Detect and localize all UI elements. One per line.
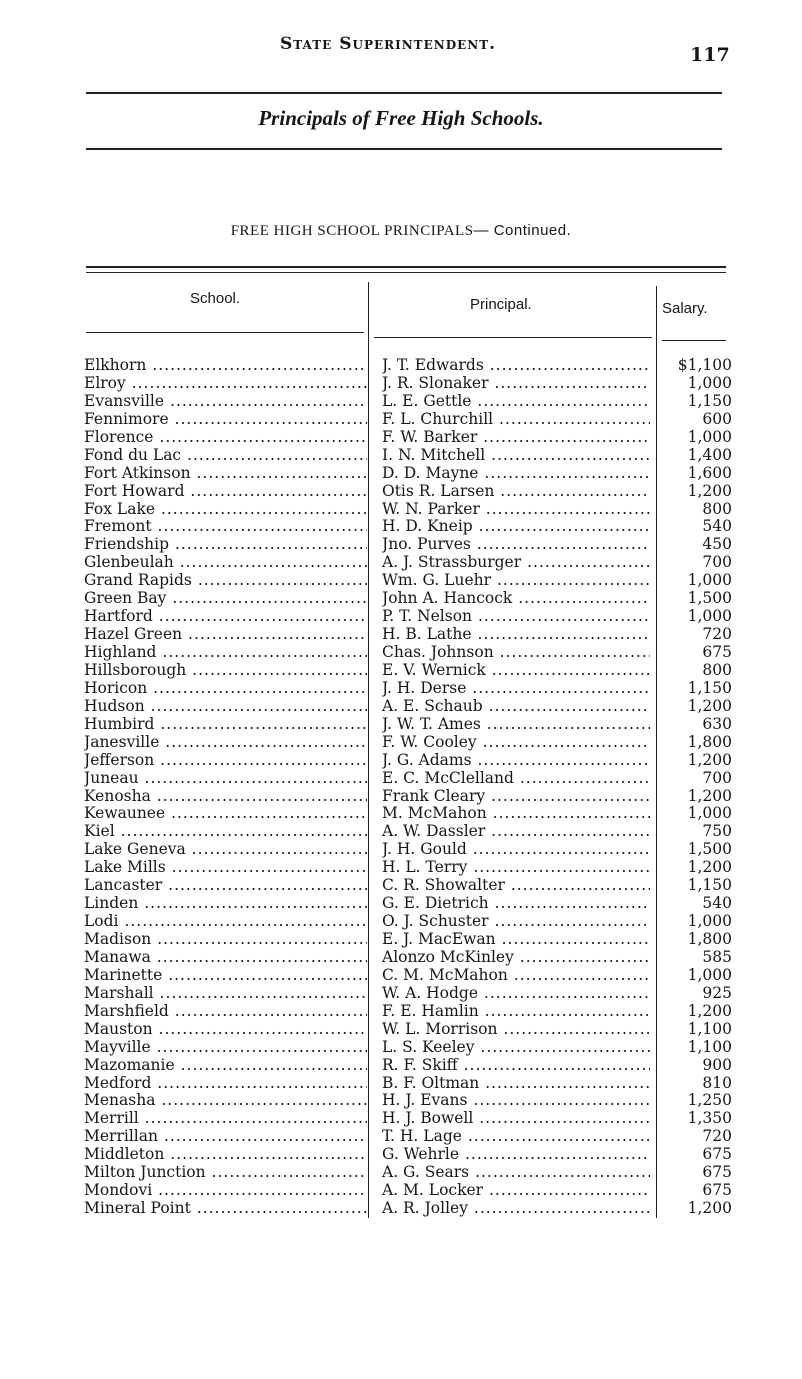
running-head: State Superintendent.	[280, 34, 497, 54]
principal-cell: O. J. Schuster .....	[382, 913, 650, 931]
table-row	[84, 411, 734, 429]
salary-cell: 720	[702, 1127, 732, 1146]
table-row	[84, 680, 734, 698]
salary-cell: $1,100	[677, 356, 732, 374]
table-row	[84, 788, 734, 806]
salary-cell: 675	[702, 1163, 732, 1182]
principal-cell: J. R. Slonaker .....	[382, 375, 650, 393]
school-cell: Fort Howard .....	[84, 483, 367, 501]
salary-cell: 1,200	[687, 750, 732, 769]
school-cell: Elroy .....	[84, 375, 367, 393]
salary-cell: 600	[702, 409, 732, 428]
school-cell: Elkhorn .....	[84, 357, 367, 375]
table-row	[84, 698, 734, 716]
salary-cell: 1,000	[687, 427, 732, 446]
school-cell: Merrill .....	[84, 1110, 367, 1128]
salary-cell: 1,250	[687, 1091, 732, 1110]
salary-cell: 720	[702, 625, 732, 644]
salary-cell: 540	[702, 894, 732, 913]
salary-cell: 1,500	[687, 840, 732, 859]
principal-cell: Alonzo McKinley .....	[382, 949, 650, 967]
salary-cell: 925	[702, 983, 732, 1002]
principal-cell: J. G. Adams .....	[382, 752, 650, 770]
principal-cell: W. N. Parker .....	[382, 501, 650, 519]
school-cell: Fremont .....	[84, 518, 367, 536]
salary-cell: 675	[702, 1145, 732, 1164]
table-row	[84, 805, 734, 823]
school-cell: Lodi .....	[84, 913, 367, 931]
salary-cell: 1,350	[687, 1109, 732, 1128]
principal-cell: E. J. MacEwan .....	[382, 931, 650, 949]
salary-cell: 900	[702, 1055, 732, 1074]
school-cell: Manawa .....	[84, 949, 367, 967]
table-row	[84, 716, 734, 734]
salary-cell: 810	[702, 1073, 732, 1092]
salary-cell: 1,200	[687, 786, 732, 805]
school-cell: Kiel .....	[84, 823, 367, 841]
school-cell: Fox Lake .....	[84, 501, 367, 519]
salary-cell: 750	[702, 822, 732, 841]
school-cell: Mauston .....	[84, 1021, 367, 1039]
school-cell: Madison .....	[84, 931, 367, 949]
table-title	[0, 222, 802, 240]
table-row	[84, 1110, 734, 1128]
school-cell: Lake Mills .....	[84, 859, 367, 877]
table-row	[84, 357, 734, 375]
table-row	[84, 770, 734, 788]
principal-cell: P. T. Nelson .....	[382, 608, 650, 626]
table-row	[84, 662, 734, 680]
table-row	[84, 626, 734, 644]
table-row	[84, 483, 734, 501]
table-row	[84, 877, 734, 895]
principal-cell: E. C. McClelland .....	[382, 770, 650, 788]
principal-cell: A. W. Dassler .....	[382, 823, 650, 841]
salary-cell: 585	[702, 947, 732, 966]
principal-cell: W. L. Morrison .....	[382, 1021, 650, 1039]
salary-cell: 1,100	[687, 1037, 732, 1056]
school-cell: Juneau .....	[84, 770, 367, 788]
principal-cell: L. S. Keeley .....	[382, 1039, 650, 1057]
salary-cell: 1,200	[687, 481, 732, 500]
principal-cell: R. F. Skiff .....	[382, 1057, 650, 1075]
salary-cell: 1,000	[687, 912, 732, 931]
school-cell: Mazomanie .....	[84, 1057, 367, 1075]
principal-cell: H. D. Kneip .....	[382, 518, 650, 536]
salary-cell: 800	[702, 499, 732, 518]
school-cell: Lancaster .....	[84, 877, 367, 895]
salary-cell: 1,000	[687, 373, 732, 392]
table-row	[84, 465, 734, 483]
principal-cell: G. E. Dietrich .....	[382, 895, 650, 913]
school-cell: Janesville .....	[84, 734, 367, 752]
principal-cell: Frank Cleary .....	[382, 788, 650, 806]
principal-cell: D. D. Mayne .....	[382, 465, 650, 483]
table-row	[84, 734, 734, 752]
salary-cell: 700	[702, 768, 732, 787]
table-row	[84, 823, 734, 841]
principal-cell: John A. Hancock .....	[382, 590, 650, 608]
salary-cell: 630	[702, 714, 732, 733]
school-cell: Merrillan .....	[84, 1128, 367, 1146]
table-top-rule	[86, 266, 726, 268]
column-header-school: School.	[190, 290, 241, 307]
principal-cell: M. McMahon .....	[382, 805, 650, 823]
principal-cell: I. N. Mitchell .....	[382, 447, 650, 465]
table-row	[84, 447, 734, 465]
principal-cell: J. H. Gould .....	[382, 841, 650, 859]
principal-cell: J. T. Edwards .....	[382, 357, 650, 375]
table-row	[84, 393, 734, 411]
salary-cell: 1,150	[687, 678, 732, 697]
school-cell: Marshall .....	[84, 985, 367, 1003]
school-cell: Hillsborough .....	[84, 662, 367, 680]
table-row	[84, 536, 734, 554]
principal-cell: W. A. Hodge .....	[382, 985, 650, 1003]
principal-cell: Otis R. Larsen .....	[382, 483, 650, 501]
school-cell: Friendship .....	[84, 536, 367, 554]
salary-cell: 1,800	[687, 930, 732, 948]
salary-cell: 1,800	[687, 732, 732, 751]
table-top-rule-thin	[86, 272, 726, 273]
table-row	[84, 841, 734, 859]
school-cell: Marinette .....	[84, 967, 367, 985]
salary-cell: 1,150	[687, 876, 732, 895]
salary-cell: 450	[702, 535, 732, 554]
school-cell: Menasha .....	[84, 1092, 367, 1110]
principal-cell: H. J. Evans .....	[382, 1092, 650, 1110]
principal-cell: Chas. Johnson .....	[382, 644, 650, 662]
school-cell: Humbird .....	[84, 716, 367, 734]
principal-cell: J. W. T. Ames .....	[382, 716, 650, 734]
school-cell: Mondovi .....	[84, 1182, 367, 1200]
column-header-salary: Salary.	[662, 300, 708, 317]
table-row	[84, 985, 734, 1003]
school-cell: Fennimore .....	[84, 411, 367, 429]
principal-cell: T. H. Lage .....	[382, 1128, 650, 1146]
table-row	[84, 1075, 734, 1093]
salary-cell: 1,200	[687, 696, 732, 715]
school-cell: Middleton .....	[84, 1146, 367, 1164]
table-row	[84, 967, 734, 985]
table-row	[84, 1200, 734, 1218]
table-row	[84, 1021, 734, 1039]
school-cell: Hazel Green .....	[84, 626, 367, 644]
table-row	[84, 1146, 734, 1164]
table-row	[84, 1039, 734, 1057]
section-rule	[86, 148, 722, 150]
school-cell: Mineral Point .....	[84, 1200, 367, 1218]
salary-cell: 540	[702, 517, 732, 536]
school-cell: Medford .....	[84, 1075, 367, 1093]
header-rule-salary	[662, 340, 726, 341]
school-cell: Fort Atkinson .....	[84, 465, 367, 483]
table-row	[84, 1128, 734, 1146]
table-row	[84, 1164, 734, 1182]
section-title: Principals of Free High Schools.	[258, 106, 544, 130]
salary-cell: 1,200	[687, 1001, 732, 1020]
top-rule	[86, 92, 722, 94]
page-number: 117	[690, 44, 730, 66]
principal-cell: F. E. Hamlin .....	[382, 1003, 650, 1021]
school-cell: Florence .....	[84, 429, 367, 447]
school-cell: Jefferson .....	[84, 752, 367, 770]
header-rule-school	[86, 332, 364, 333]
principal-cell: F. L. Churchill .....	[382, 411, 650, 429]
table-row	[84, 1057, 734, 1075]
principals-table-body	[84, 357, 734, 1218]
salary-cell: 675	[702, 643, 732, 661]
salary-cell: 1,000	[687, 804, 732, 823]
salary-cell: 1,000	[687, 607, 732, 626]
salary-cell: 700	[702, 553, 732, 572]
table-row	[84, 644, 734, 662]
principal-cell: A. J. Strassburger .....	[382, 554, 650, 572]
school-cell: Evansville .....	[84, 393, 367, 411]
school-cell: Marshfield .....	[84, 1003, 367, 1021]
school-cell: Mayville .....	[84, 1039, 367, 1057]
table-row	[84, 429, 734, 447]
header-rule-principal	[374, 337, 652, 338]
table-row	[84, 572, 734, 590]
school-cell: Hartford .....	[84, 608, 367, 626]
salary-cell: 1,200	[687, 858, 732, 877]
table-row	[84, 1182, 734, 1200]
principal-cell: H. B. Lathe .....	[382, 626, 650, 644]
table-row	[84, 752, 734, 770]
table-row	[84, 501, 734, 519]
column-header-principal: Principal.	[470, 296, 532, 313]
table-row	[84, 518, 734, 536]
school-cell: Fond du Lac .....	[84, 447, 367, 465]
school-cell: Kewaunee .....	[84, 805, 367, 823]
table-row	[84, 590, 734, 608]
principal-cell: Wm. G. Luehr .....	[382, 572, 650, 590]
table-row	[84, 1092, 734, 1110]
table-row	[84, 913, 734, 931]
table-row	[84, 608, 734, 626]
table-row	[84, 1003, 734, 1021]
salary-cell: 1,400	[687, 445, 732, 464]
salary-cell: 1,000	[687, 965, 732, 984]
school-cell: Lake Geneva .....	[84, 841, 367, 859]
salary-cell: 675	[702, 1181, 732, 1200]
principal-cell: J. H. Derse .....	[382, 680, 650, 698]
principal-cell: F. W. Cooley .....	[382, 734, 650, 752]
table-row	[84, 554, 734, 572]
table-row	[84, 895, 734, 913]
salary-cell: 1,600	[687, 463, 732, 482]
school-cell: Hudson .....	[84, 698, 367, 716]
principal-cell: A. E. Schaub .....	[382, 698, 650, 716]
principal-cell: C. R. Showalter .....	[382, 877, 650, 895]
salary-cell: 1,150	[687, 391, 732, 410]
table-row	[84, 931, 734, 949]
principal-cell: A. M. Locker .....	[382, 1182, 650, 1200]
school-cell: Kenosha .....	[84, 788, 367, 806]
principal-cell: E. V. Wernick .....	[382, 662, 650, 680]
school-cell: Green Bay .....	[84, 590, 367, 608]
principal-cell: H. J. Bowell .....	[382, 1110, 650, 1128]
principal-cell: F. W. Barker .....	[382, 429, 650, 447]
table-row	[84, 859, 734, 877]
principal-cell: B. F. Oltman .....	[382, 1075, 650, 1093]
school-cell: Glenbeulah .....	[84, 554, 367, 572]
salary-cell: 800	[702, 660, 732, 679]
principal-cell: A. R. Jolley .....	[382, 1200, 650, 1218]
table-title-suffix: — Continued.	[473, 222, 572, 239]
school-cell: Milton Junction .....	[84, 1164, 367, 1182]
salary-cell: 1,200	[687, 1199, 732, 1218]
principal-cell: A. G. Sears .....	[382, 1164, 650, 1182]
principal-cell: G. Wehrle .....	[382, 1146, 650, 1164]
school-cell: Highland .....	[84, 644, 367, 662]
school-cell: Grand Rapids .....	[84, 572, 367, 590]
salary-cell: 1,500	[687, 589, 732, 608]
school-cell: Horicon .....	[84, 680, 367, 698]
school-cell: Linden .....	[84, 895, 367, 913]
salary-cell: 1,000	[687, 571, 732, 590]
table-title-text: FREE HIGH SCHOOL PRINCIPALS	[230, 223, 474, 239]
principal-cell: C. M. McMahon .....	[382, 967, 650, 985]
table-row	[84, 949, 734, 967]
salary-cell: 1,100	[687, 1019, 732, 1038]
principal-cell: L. E. Gettle .....	[382, 393, 650, 411]
table-row	[84, 375, 734, 393]
principal-cell: H. L. Terry .....	[382, 859, 650, 877]
principal-cell: Jno. Purves .....	[382, 536, 650, 554]
